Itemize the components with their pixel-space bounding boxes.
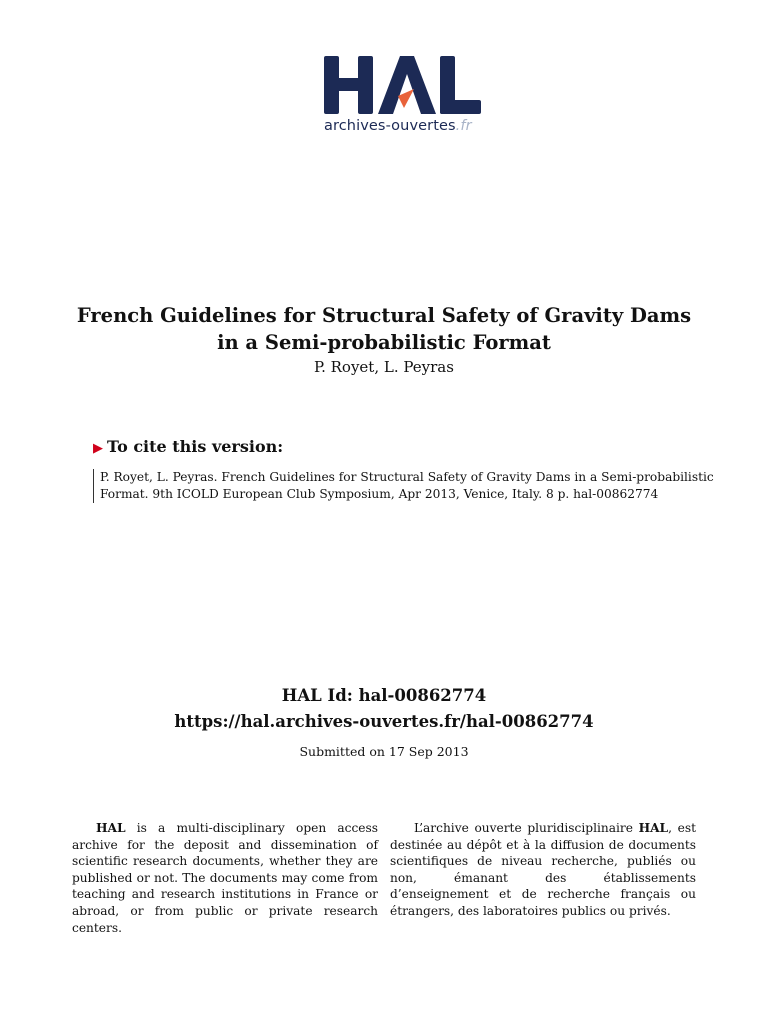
title-line-1: French Guidelines for Structural Safety of Gravity Dams bbox=[76, 304, 692, 327]
english-notice-text: is a multi-disciplinary open access archive for the deposit and dissemination of scientific research documents, whether they are published or not. The documents may come from teaching and research institutions in France or abroad, or from public or private research centers. bbox=[72, 821, 378, 935]
hal-logo-mark bbox=[322, 52, 484, 116]
english-notice bbox=[72, 820, 378, 936]
french-notice-text: , est destinée au dépôt et à la diffusion de documents scientifiques de niveau recherche, publiés ou non, émanant des établissements d’enseignement et de recherche français ou étrangers, des laboratoires publics ou privés. bbox=[390, 821, 696, 918]
submission-date: Submitted on 17 Sep 2013 bbox=[299, 744, 469, 759]
hal-logo[interactable] bbox=[322, 52, 484, 142]
document-title bbox=[0, 302, 768, 356]
citation-line-1: P. Royet, L. Peyras. French Guidelines for Structural Safety of Gravity Dams in a Semi-probabilistic bbox=[100, 470, 714, 484]
authors: P. Royet, L. Peyras bbox=[314, 358, 454, 376]
triangle-right-icon: ▶ bbox=[93, 441, 103, 456]
english-hal-lead: HAL bbox=[96, 821, 126, 835]
cite-heading bbox=[93, 437, 283, 456]
french-notice-pre: L’archive ouverte pluridisciplinaire bbox=[414, 821, 639, 835]
hal-id: HAL Id: hal-00862774 bbox=[281, 686, 487, 705]
citation bbox=[93, 469, 733, 503]
citation-line-2: Format. 9th ICOLD European Club Symposium, Apr 2013, Venice, Italy. 8 p. hal-00862774 bbox=[100, 487, 659, 501]
french-notice bbox=[390, 820, 696, 920]
logo-subtitle-main: archives-ouvertes bbox=[324, 118, 456, 134]
french-hal-lead: HAL bbox=[638, 821, 669, 835]
logo-subtitle-tld: .fr bbox=[455, 118, 472, 134]
cite-heading-text: To cite this version: bbox=[107, 437, 284, 456]
title-line-2: in a Semi-probabilistic Format bbox=[217, 331, 551, 354]
hal-logo-subtitle bbox=[324, 118, 472, 134]
hal-url-link[interactable]: https://hal.archives-ouvertes.fr/hal-00862774 bbox=[174, 712, 594, 731]
